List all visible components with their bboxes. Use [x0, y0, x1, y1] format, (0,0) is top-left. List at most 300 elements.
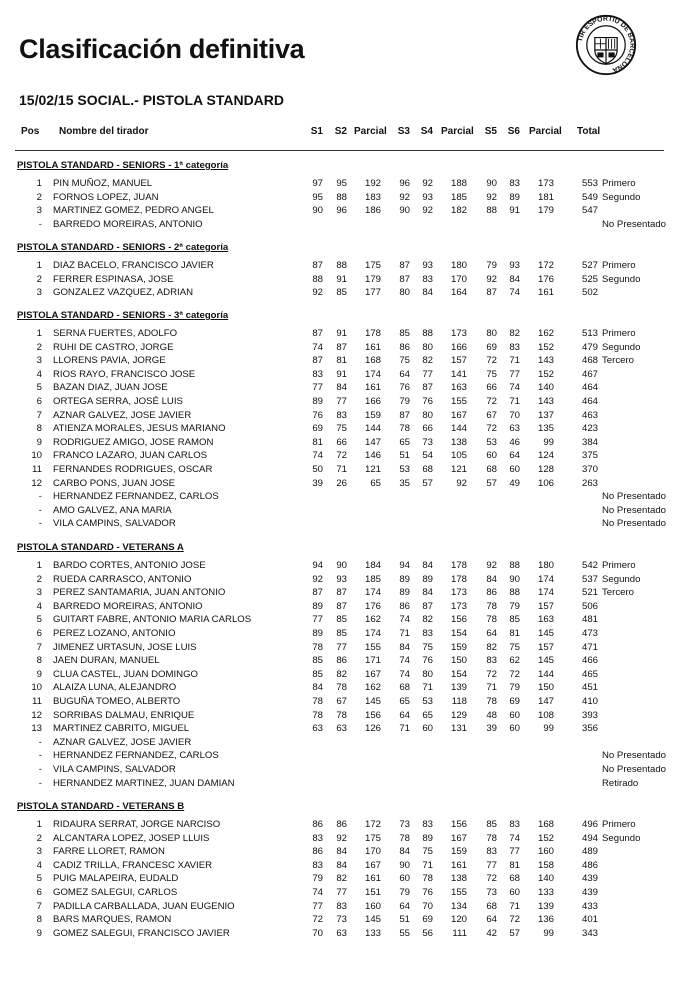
- series-2-score: 93: [336, 573, 347, 585]
- total-score: 525: [581, 273, 598, 285]
- header-pos: Pos: [21, 126, 40, 137]
- partial-2-score: 138: [450, 873, 467, 885]
- partial-1-score: 121: [364, 464, 381, 475]
- partial-2-score: 188: [450, 178, 467, 189]
- partial-2-score: 138: [450, 436, 467, 448]
- row-position: 7: [36, 641, 42, 653]
- series-5-score: 87: [486, 287, 497, 299]
- row-position: 7: [36, 409, 42, 421]
- series-1-score: 77: [312, 382, 323, 394]
- series-6-score: 57: [509, 927, 520, 939]
- partial-2-score: 154: [450, 668, 467, 680]
- partial-1-score: 186: [364, 205, 381, 217]
- partial-3-score: 181: [537, 191, 554, 203]
- partial-3-score: 147: [537, 696, 554, 707]
- series-1-score: 79: [312, 873, 323, 885]
- total-score: 433: [581, 900, 598, 912]
- shooter-name: SORRIBAS DALMAU, ENRIQUE: [53, 709, 195, 721]
- header-s1: S1: [310, 126, 323, 137]
- partial-2-score: 131: [450, 723, 467, 735]
- partial-3-score: 128: [537, 464, 554, 475]
- series-5-score: 84: [486, 573, 497, 585]
- series-3-score: 35: [399, 477, 410, 489]
- row-position: -: [38, 504, 42, 516]
- partial-2-score: 154: [450, 628, 467, 639]
- table-row: [0, 778, 699, 791]
- series-4-score: 77: [422, 368, 433, 380]
- partial-3-score: 161: [537, 287, 554, 299]
- series-5-score: 64: [486, 914, 497, 926]
- partial-2-score: 105: [450, 450, 467, 462]
- partial-1-score: 161: [364, 382, 381, 394]
- series-6-score: 62: [509, 655, 520, 667]
- table-header: [0, 126, 699, 138]
- series-5-score: 77: [486, 859, 497, 871]
- series-6-score: 88: [509, 587, 520, 599]
- series-6-score: 91: [509, 205, 520, 217]
- series-2-score: 63: [336, 927, 347, 939]
- section-title: PISTOLA STANDARD - SENIORS - 1ª categoría: [17, 160, 229, 171]
- series-2-score: 75: [336, 423, 347, 435]
- partial-3-score: 139: [537, 900, 554, 912]
- result-remark: Segundo: [602, 573, 641, 585]
- series-3-score: 55: [399, 927, 410, 939]
- header-parcial-2: Parcial: [441, 126, 474, 137]
- header-parcial-3: Parcial: [529, 126, 562, 137]
- series-6-score: 64: [509, 450, 520, 462]
- header-divider: [15, 150, 664, 151]
- series-1-score: 89: [312, 396, 323, 407]
- result-remark: No Presentado: [602, 518, 666, 530]
- partial-3-score: 163: [537, 614, 554, 626]
- table-row: [0, 478, 699, 491]
- series-2-score: 86: [336, 819, 347, 830]
- table-row: [0, 560, 699, 573]
- shooter-name: SERNA FUERTES, ADOLFO: [53, 328, 178, 339]
- total-score: 467: [581, 368, 598, 380]
- series-5-score: 78: [486, 614, 497, 626]
- series-5-score: 57: [486, 477, 497, 489]
- partial-1-score: 175: [364, 260, 381, 271]
- partial-2-score: 182: [450, 205, 467, 217]
- series-2-score: 83: [336, 900, 347, 912]
- header-name: Nombre del tirador: [59, 126, 149, 137]
- series-4-score: 87: [422, 600, 433, 612]
- table-row: [0, 574, 699, 587]
- partial-2-score: 144: [450, 423, 467, 435]
- series-3-score: 90: [399, 205, 410, 217]
- series-4-score: 84: [422, 587, 433, 599]
- partial-3-score: 143: [537, 355, 554, 367]
- shooter-name: RIDAURA SERRAT, JORGE NARCISO: [53, 819, 221, 830]
- series-5-score: 92: [486, 191, 497, 203]
- series-4-score: 76: [422, 655, 433, 667]
- partial-1-score: 184: [364, 560, 381, 571]
- series-2-score: 83: [336, 409, 347, 421]
- table-row: [0, 901, 699, 914]
- partial-1-score: 144: [364, 423, 381, 435]
- series-5-score: 68: [486, 464, 497, 475]
- series-5-score: 90: [486, 178, 497, 189]
- total-score: 463: [581, 409, 598, 421]
- partial-1-score: 183: [364, 191, 381, 203]
- series-1-score: 74: [312, 450, 323, 462]
- table-row: [0, 887, 699, 900]
- partial-1-score: 147: [364, 436, 381, 448]
- row-position: 2: [36, 191, 42, 203]
- total-score: 471: [581, 641, 598, 653]
- partial-2-score: 173: [450, 587, 467, 599]
- row-position: 6: [36, 628, 42, 639]
- series-1-score: 70: [312, 927, 323, 939]
- series-2-score: 84: [336, 859, 347, 871]
- table-row: [0, 614, 699, 627]
- series-3-score: 51: [399, 914, 410, 926]
- partial-1-score: 167: [364, 668, 381, 680]
- section-title: PISTOLA STANDARD - VETERANS A: [17, 542, 184, 553]
- partial-1-score: 151: [364, 887, 381, 898]
- series-3-score: 65: [399, 696, 410, 707]
- series-2-score: 81: [336, 355, 347, 367]
- total-score: 439: [581, 887, 598, 898]
- series-1-score: 94: [312, 560, 323, 571]
- series-2-score: 87: [336, 341, 347, 353]
- shooter-name: PEREZ LOZANO, ANTONIO: [53, 628, 176, 639]
- table-row: [0, 628, 699, 641]
- series-3-score: 89: [399, 573, 410, 585]
- series-3-score: 86: [399, 600, 410, 612]
- table-row: [0, 437, 699, 450]
- partial-3-score: 106: [537, 477, 554, 489]
- series-6-score: 60: [509, 723, 520, 735]
- row-position: 4: [36, 600, 42, 612]
- series-6-score: 90: [509, 573, 520, 585]
- series-1-score: 83: [312, 368, 323, 380]
- partial-1-score: 179: [364, 273, 381, 285]
- table-row: [0, 382, 699, 395]
- series-5-score: 82: [486, 641, 497, 653]
- result-remark: Tercero: [602, 587, 634, 599]
- partial-1-score: 172: [364, 819, 381, 830]
- row-position: -: [38, 736, 42, 748]
- series-6-score: 74: [509, 287, 520, 299]
- shooter-name: FRANCO LAZARO, JUAN CARLOS: [53, 450, 208, 462]
- partial-2-score: 161: [450, 859, 467, 871]
- series-1-score: 87: [312, 260, 323, 271]
- shooter-name: BARS MARQUES, RAMON: [53, 914, 172, 926]
- shooter-name: CLUA CASTEL, JUAN DOMINGO: [53, 668, 198, 680]
- series-6-score: 75: [509, 641, 520, 653]
- shooter-name: MARTINEZ CABRITO, MIGUEL: [53, 723, 190, 735]
- series-5-score: 75: [486, 368, 497, 380]
- partial-2-score: 185: [450, 191, 467, 203]
- shooter-name: GOMEZ SALEGUI, FRANCISCO JAVIER: [53, 927, 230, 939]
- series-1-score: 85: [312, 655, 323, 667]
- section-title: PISTOLA STANDARD - SENIORS - 3ª categoría: [17, 310, 229, 321]
- partial-1-score: 176: [364, 600, 381, 612]
- table-row: [0, 205, 699, 218]
- row-position: 6: [36, 396, 42, 407]
- shooter-name: PIN MUÑOZ, MANUEL: [53, 178, 153, 189]
- row-position: 10: [31, 450, 42, 462]
- series-3-score: 64: [399, 900, 410, 912]
- series-4-score: 56: [422, 927, 433, 939]
- row-position: 2: [36, 832, 42, 844]
- series-6-score: 69: [509, 696, 520, 707]
- series-4-score: 65: [422, 709, 433, 721]
- partial-2-score: 159: [450, 641, 467, 653]
- partial-1-score: 145: [364, 914, 381, 926]
- partial-3-score: 99: [543, 927, 554, 939]
- partial-2-score: 170: [450, 273, 467, 285]
- series-4-score: 93: [422, 260, 433, 271]
- partial-1-score: 192: [364, 178, 381, 189]
- total-score: 489: [581, 846, 598, 858]
- table-row: [0, 178, 699, 191]
- row-position: 5: [36, 614, 42, 626]
- series-5-score: 88: [486, 205, 497, 217]
- series-5-score: 71: [486, 682, 497, 694]
- series-6-score: 68: [509, 873, 520, 885]
- series-5-score: 67: [486, 409, 497, 421]
- row-position: 8: [36, 423, 42, 435]
- partial-2-score: 178: [450, 560, 467, 571]
- partial-3-score: 179: [537, 205, 554, 217]
- row-position: 2: [36, 273, 42, 285]
- series-2-score: 90: [336, 560, 347, 571]
- total-score: 439: [581, 873, 598, 885]
- row-position: -: [38, 764, 42, 775]
- partial-1-score: 156: [364, 709, 381, 721]
- series-1-score: 39: [312, 477, 323, 489]
- result-remark: Tercero: [602, 355, 634, 367]
- series-2-score: 95: [336, 178, 347, 189]
- result-remark: No Presentado: [602, 764, 666, 775]
- table-row: [0, 328, 699, 341]
- series-1-score: 74: [312, 887, 323, 898]
- series-5-score: 78: [486, 696, 497, 707]
- total-score: 410: [581, 696, 598, 707]
- partial-1-score: 155: [364, 641, 381, 653]
- series-1-score: 50: [312, 464, 323, 475]
- shooter-name: FORNOS LOPEZ, JUAN: [53, 191, 159, 203]
- partial-3-score: 140: [537, 873, 554, 885]
- partial-2-score: 118: [451, 696, 467, 707]
- row-position: 1: [36, 260, 42, 271]
- table-row: [0, 464, 699, 477]
- partial-2-score: 156: [450, 614, 467, 626]
- partial-1-score: 133: [364, 927, 381, 939]
- total-score: 486: [581, 859, 598, 871]
- series-6-score: 88: [509, 560, 520, 571]
- partial-3-score: 180: [537, 560, 554, 571]
- header-s2: S2: [334, 126, 347, 137]
- series-4-score: 78: [422, 873, 433, 885]
- series-5-score: 85: [486, 819, 497, 830]
- series-1-score: 81: [312, 436, 323, 448]
- shooter-name: RODRIGUEZ AMIGO, JOSE RAMON: [53, 436, 214, 448]
- row-position: -: [38, 518, 42, 530]
- table-row: [0, 369, 699, 382]
- partial-3-score: 144: [537, 668, 554, 680]
- result-remark: No Presentado: [602, 750, 666, 762]
- series-4-score: 71: [422, 859, 433, 871]
- row-position: 1: [36, 560, 42, 571]
- series-3-score: 78: [399, 832, 410, 844]
- partial-3-score: 136: [537, 914, 554, 926]
- shooter-name: AZNAR GALVEZ, JOSE JAVIER: [53, 409, 192, 421]
- partial-1-score: 160: [364, 900, 381, 912]
- total-score: 494: [581, 832, 598, 844]
- row-position: 1: [36, 328, 42, 339]
- series-2-score: 26: [336, 477, 347, 489]
- section-title: PISTOLA STANDARD - SENIORS - 2ª categoría: [17, 242, 229, 253]
- partial-3-score: 99: [543, 436, 554, 448]
- row-position: 11: [32, 464, 42, 475]
- partial-2-score: 121: [450, 464, 467, 475]
- series-1-score: 88: [312, 273, 323, 285]
- partial-1-score: 162: [364, 614, 381, 626]
- partial-3-score: 137: [537, 409, 554, 421]
- series-2-score: 82: [336, 873, 347, 885]
- table-row: [0, 764, 699, 777]
- shooter-name: BARDO CORTES, ANTONIO JOSE: [53, 560, 206, 571]
- result-remark: No Presentado: [602, 504, 666, 516]
- partial-3-score: 143: [537, 396, 554, 407]
- series-6-score: 83: [509, 178, 520, 189]
- total-score: 464: [581, 382, 598, 394]
- series-3-score: 84: [399, 641, 410, 653]
- series-4-score: 53: [422, 696, 433, 707]
- series-5-score: 92: [486, 560, 497, 571]
- total-score: 401: [581, 914, 598, 926]
- shooter-name: RUHI DE CASTRO, JORGE: [53, 341, 174, 353]
- result-remark: Primero: [602, 560, 636, 571]
- series-5-score: 60: [486, 450, 497, 462]
- series-3-score: 87: [399, 409, 410, 421]
- series-4-score: 87: [422, 382, 433, 394]
- row-position: -: [38, 777, 42, 789]
- shooter-name: RIOS RAYO, FRANCISCO JOSE: [53, 368, 196, 380]
- series-2-score: 78: [336, 682, 347, 694]
- total-score: 506: [581, 600, 598, 612]
- series-6-score: 60: [509, 887, 520, 898]
- partial-2-score: 156: [450, 819, 467, 830]
- shooter-name: AZNAR GALVEZ, JOSE JAVIER: [53, 736, 192, 748]
- shooter-name: BAZAN DIAZ, JUAN JOSE: [53, 382, 168, 394]
- series-6-score: 60: [509, 709, 520, 721]
- series-1-score: 69: [312, 423, 323, 435]
- series-4-score: 83: [422, 628, 433, 639]
- series-5-score: 78: [486, 600, 497, 612]
- shooter-name: HERNANDEZ FERNANDEZ, CARLOS: [53, 750, 219, 762]
- row-position: 8: [36, 655, 42, 667]
- result-remark: Segundo: [602, 273, 641, 285]
- series-2-score: 85: [336, 614, 347, 626]
- partial-3-score: 150: [537, 682, 554, 694]
- series-2-score: 71: [336, 464, 347, 475]
- series-4-score: 75: [422, 641, 433, 653]
- series-5-score: 48: [486, 709, 497, 721]
- header-total: Total: [577, 126, 601, 137]
- row-position: 4: [36, 368, 42, 380]
- row-position: 9: [36, 436, 42, 448]
- series-4-score: 92: [422, 178, 433, 189]
- table-row: [0, 860, 699, 873]
- table-row: [0, 491, 699, 504]
- table-row: [0, 846, 699, 859]
- table-row: [0, 587, 699, 600]
- total-score: 496: [581, 819, 598, 830]
- shooter-name: DIAZ BACELO, FRANCISCO JAVIER: [53, 260, 214, 271]
- series-5-score: 80: [486, 328, 497, 339]
- partial-1-score: 167: [364, 859, 381, 871]
- partial-1-score: 168: [364, 355, 381, 367]
- total-score: 549: [581, 191, 598, 203]
- total-score: 468: [581, 355, 598, 367]
- partial-3-score: 160: [537, 846, 554, 858]
- series-4-score: 89: [422, 832, 433, 844]
- row-position: 9: [36, 927, 42, 939]
- shooter-name: JIMENEZ URTASUN, JOSE LUIS: [53, 641, 197, 653]
- result-remark: Primero: [602, 819, 636, 830]
- row-position: 3: [36, 205, 42, 217]
- series-4-score: 76: [422, 396, 433, 407]
- series-4-score: 82: [422, 355, 433, 367]
- series-4-score: 69: [422, 914, 433, 926]
- series-5-score: 39: [486, 723, 497, 735]
- series-4-score: 89: [422, 573, 433, 585]
- series-4-score: 88: [422, 328, 433, 339]
- table-row: [0, 287, 699, 300]
- series-5-score: 92: [486, 273, 497, 285]
- partial-1-score: 146: [364, 450, 381, 462]
- series-4-score: 70: [422, 900, 433, 912]
- series-1-score: 78: [312, 709, 323, 721]
- series-3-score: 73: [399, 819, 410, 830]
- series-3-score: 96: [399, 178, 410, 189]
- table-row: [0, 914, 699, 927]
- partial-3-score: 168: [537, 819, 554, 830]
- table-row: [0, 710, 699, 723]
- total-score: 542: [581, 560, 598, 571]
- series-1-score: 95: [312, 191, 323, 203]
- shooter-name: CARBO PONS, JUAN JOSE: [53, 477, 176, 489]
- header-s6: S6: [507, 126, 520, 137]
- series-6-score: 71: [509, 396, 520, 407]
- partial-2-score: 167: [450, 832, 467, 844]
- series-2-score: 88: [336, 191, 347, 203]
- series-2-score: 85: [336, 628, 347, 639]
- table-row: [0, 505, 699, 518]
- shooter-name: PEREZ SANTAMARIA, JUAN ANTONIO: [53, 587, 226, 599]
- partial-1-score: 126: [364, 723, 381, 735]
- shooter-name: ALAIZA LUNA, ALEJANDRO: [53, 682, 177, 694]
- row-position: 3: [36, 846, 42, 858]
- series-1-score: 90: [312, 205, 323, 217]
- shooter-name: GUITART FABRE, ANTONIO MARIA CARLOS: [53, 614, 252, 626]
- series-5-score: 66: [486, 382, 497, 394]
- series-6-score: 79: [509, 600, 520, 612]
- series-1-score: 89: [312, 628, 323, 639]
- partial-1-score: 162: [364, 682, 381, 694]
- row-position: 5: [36, 873, 42, 885]
- partial-3-score: 145: [537, 628, 554, 639]
- result-remark: Segundo: [602, 191, 641, 203]
- row-position: 1: [36, 819, 42, 830]
- partial-2-score: 155: [450, 396, 467, 407]
- table-row: [0, 219, 699, 232]
